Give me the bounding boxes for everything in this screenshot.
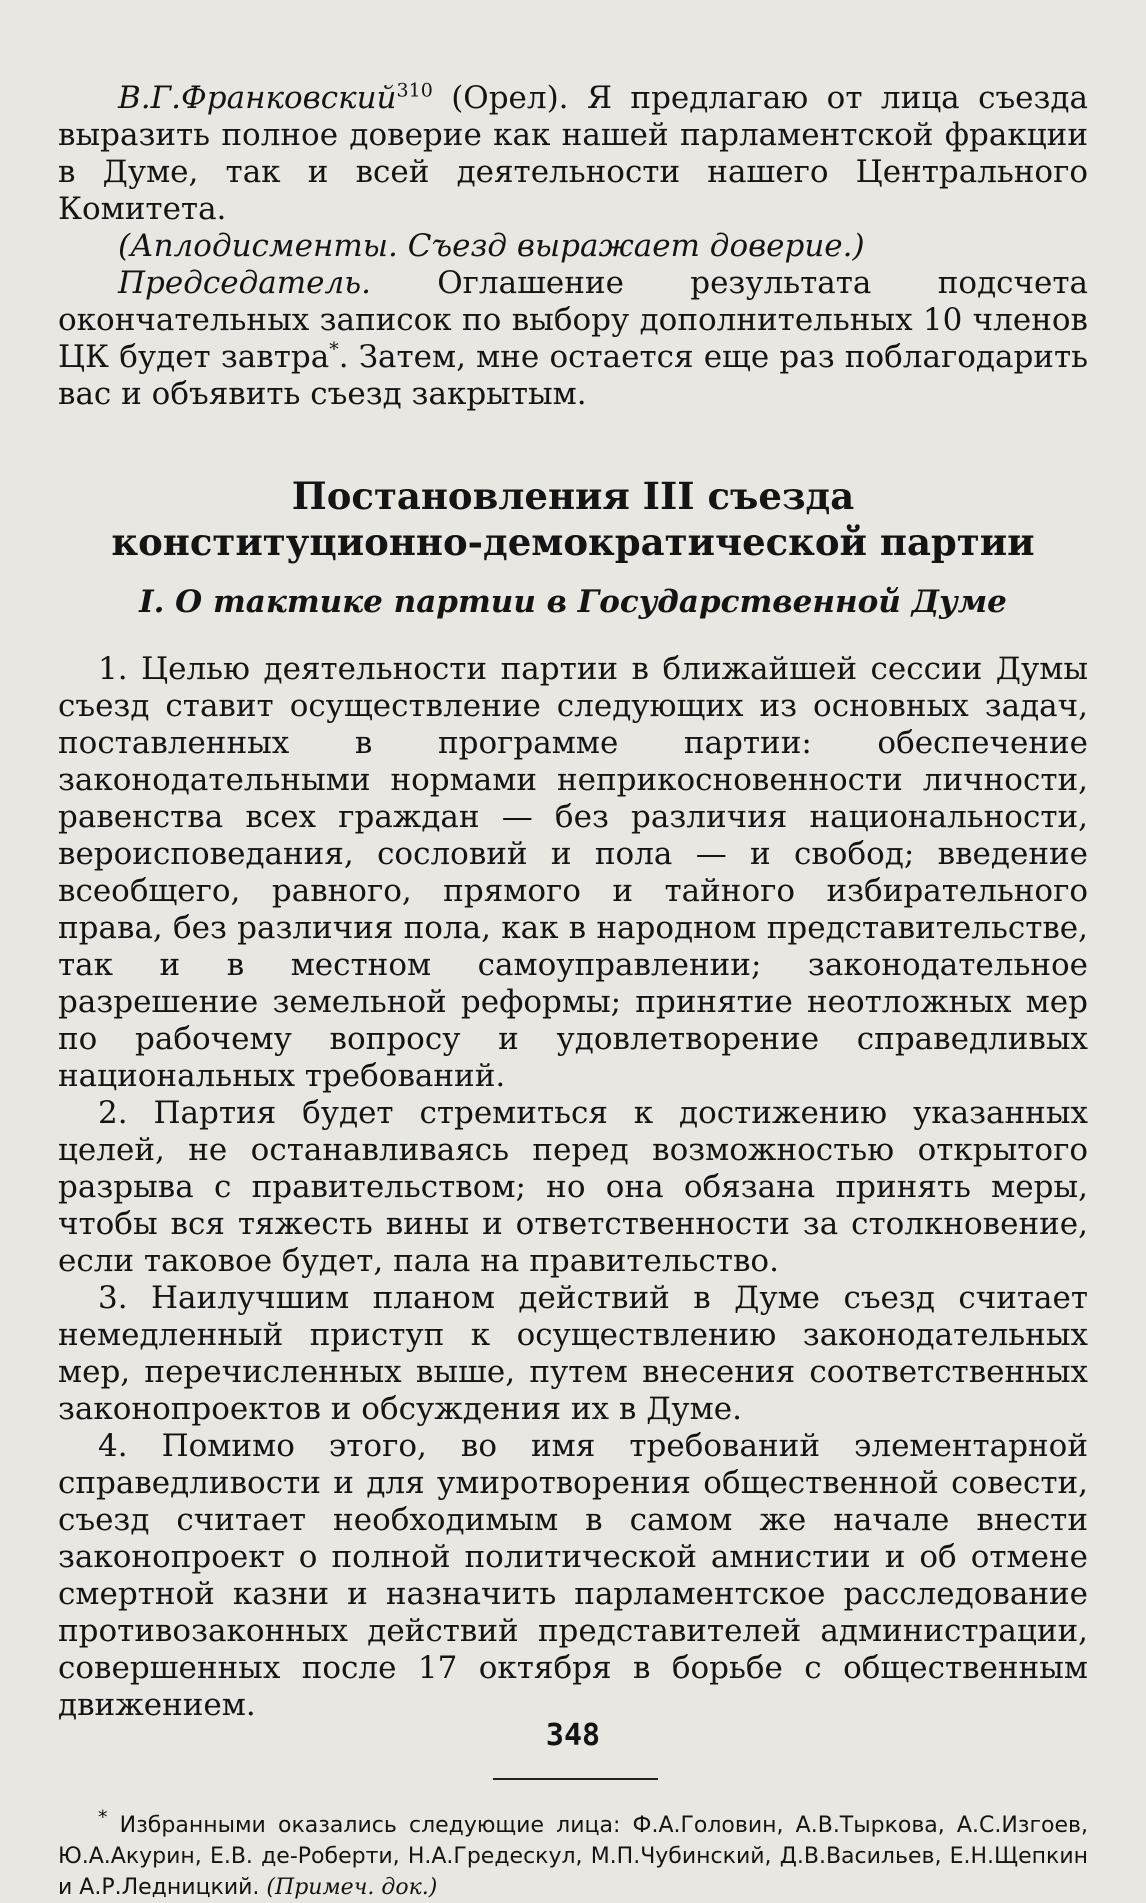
resolution-paragraph-3: 3. Наилучшим планом действий в Думе съезд считает немедленный приступ к осуществлению законодательных мер, перечисленных выше, путем внесения соответственных законопроектов и обсуждения их в Думе. xyxy=(58,1280,1088,1427)
page-number: 348 xyxy=(545,1718,601,1753)
chair-text-after: . Затем, мне остается еще раз поблагодарить вас и объявить съезд закрытым. xyxy=(58,339,1088,412)
footnote-source-note: (Примеч. док.) xyxy=(266,1875,438,1900)
chair-text-before: Оглашение результата подсчета окончательных записок по выбору дополнительных 10 членов ЦК будет завтра xyxy=(58,265,1088,375)
heading-line-1: Постановления III съезда xyxy=(291,474,855,518)
resolution-paragraph-4: 4. Помимо этого, во имя требований элементарной справедливости и для умиротворения общественной совести, съезд считает необходимым в самом же начале внести законопроект о полной политической амнистии и об отмене смертной казни и назначить парламентское расследование противозаконных действий представителей администрации, совершенных после 17 октября в борьбе с общественным движением. xyxy=(58,1428,1088,1723)
speaker-name: В.Г.Франковский xyxy=(118,80,397,116)
resolution-paragraph-1: 1. Целью деятельности партии в ближайшей сессии Думы съезд ставит осуществление следующих из основных задач, поставленных в программе партии: обеспечение законодательными нормами неприкосновенности личности, равенства всех граждан — без различия национальности, вероисповедания, сословий и пола — и свобод; введение всеобщего, равного, прямого и тайного избирательного права, без различия пола, как в народном представительстве, так и в местном самоуправлении; законодательное разрешение земельной реформы; принятие неотложных мер по рабочему вопросу и удовлетворение справедливых национальных требований. xyxy=(58,651,1088,1094)
footnote xyxy=(58,1806,1088,1903)
subsection-heading: I. О тактике партии в Государственной Думе xyxy=(139,584,1007,620)
footnote-divider xyxy=(493,1778,658,1780)
footnote-mark: * xyxy=(98,1806,108,1829)
footnote-text: Избранными оказались следующие лица: Ф.А.Головин, А.В.Тыркова, А.С.Изгоев, Ю.А.Акурин, Е.В. де-Роберти, Н.А.Гредескул, М.П.Чубинский, Д.В.Васильев, Е.Н.Щепкин и А.Р.Ледницкий. xyxy=(58,1813,1088,1900)
section-heading xyxy=(58,473,1088,565)
footnote-ref: * xyxy=(329,338,339,361)
speech-franckovsky xyxy=(58,80,1088,228)
heading-line-2: конституционно-демократической партии xyxy=(111,520,1035,564)
resolution-paragraph-2: 2. Партия будет стремиться к достижению указанных целей, не останавливаясь перед возможностью открытого разрыва с правительством; но она обязана принять меры, чтобы вся тяжесть вины и ответственности за столкновение, если таковое будет, пала на правительство. xyxy=(58,1095,1088,1279)
chair-label: Председатель. xyxy=(118,265,371,301)
document-page xyxy=(58,80,1088,1903)
speech-text: (Орел). Я предлагаю от лица съезда выразить полное доверие как нашей парламентской фракции в Думе, так и всей деятельности нашего Центрального Комитета. xyxy=(58,80,1088,227)
chair-closing-remark xyxy=(58,265,1088,413)
applause-note: (Аплодисменты. Съезд выражает доверие.) xyxy=(118,228,865,264)
speaker-note-ref: 310 xyxy=(396,79,433,102)
